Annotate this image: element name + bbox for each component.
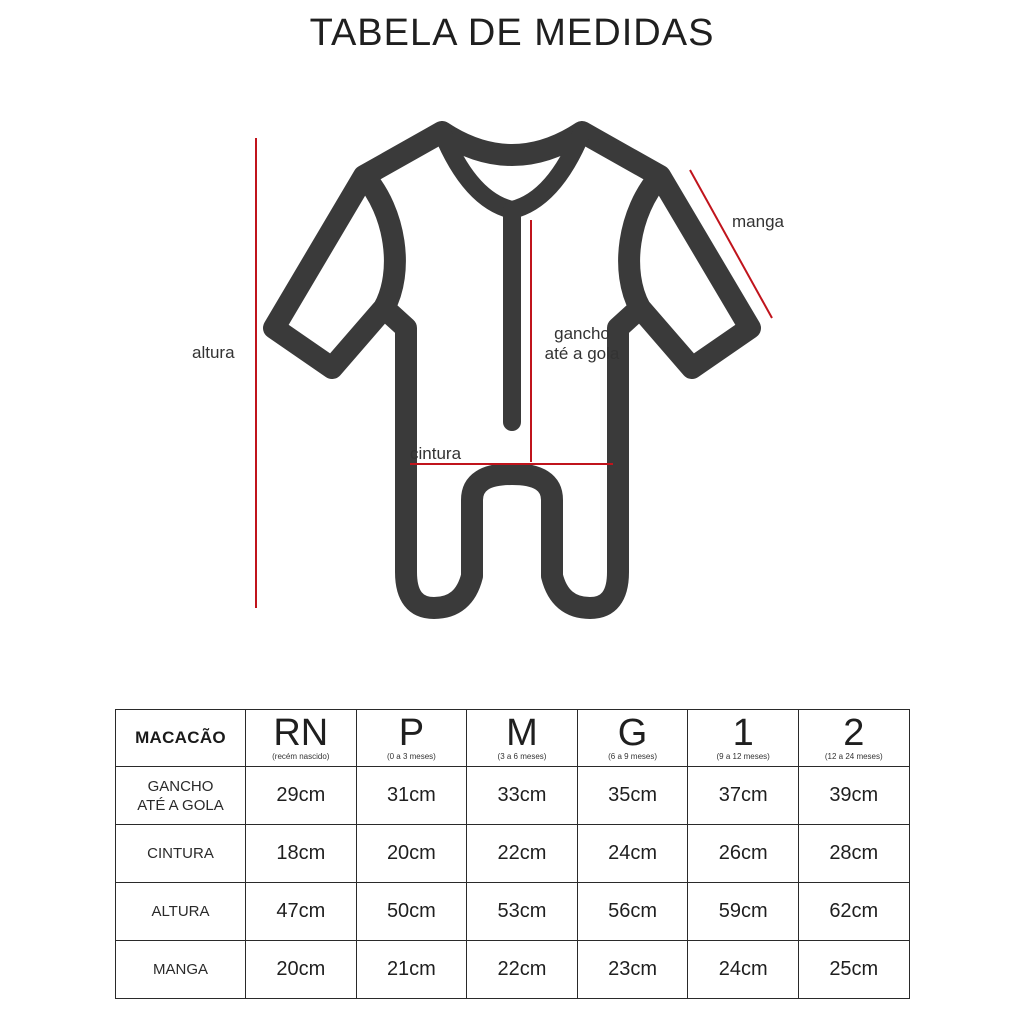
value-cell: 24cm (688, 941, 799, 999)
value-cell: 26cm (688, 825, 799, 883)
size-header-cell (798, 710, 909, 767)
row-label-line1: MANGA (152, 961, 208, 978)
value-cell: 25cm (798, 941, 909, 999)
size-code: RN (273, 711, 329, 754)
size-age: (12 a 24 meses) (824, 751, 883, 761)
value-cell: 20cm (356, 825, 467, 883)
size-header-cell (577, 710, 688, 767)
page-title: TABELA DE MEDIDAS (309, 12, 715, 54)
value-cell: 21cm (356, 941, 467, 999)
value-cell: 22cm (467, 825, 578, 883)
size-code: 2 (843, 711, 865, 754)
value-cell: 18cm (246, 825, 357, 883)
row-label (116, 825, 246, 883)
value-cell: 50cm (356, 883, 467, 941)
row-label-line1: GANCHO (147, 777, 214, 795)
row-label-line1: CINTURA (147, 845, 214, 862)
value-cell: 28cm (798, 825, 909, 883)
value-cell: 20cm (246, 941, 357, 999)
row-label-line2: ATÉ A GOLA (137, 796, 224, 814)
value-cell: 29cm (246, 767, 357, 825)
manga-label: manga (732, 212, 784, 231)
size-header-cell (356, 710, 467, 767)
table-row (116, 767, 910, 825)
value-cell: 59cm (688, 883, 799, 941)
altura-label: altura (192, 343, 235, 362)
value-cell: 31cm (356, 767, 467, 825)
table-header-row (116, 710, 910, 767)
value-cell: 24cm (577, 825, 688, 883)
value-cell: 56cm (577, 883, 688, 941)
value-cell: 53cm (467, 883, 578, 941)
size-code: M (506, 711, 538, 754)
gancho-label-line1: gancho (554, 324, 610, 343)
value-cell: 33cm (467, 767, 578, 825)
size-header-cell (246, 710, 357, 767)
size-age: (6 a 9 meses) (608, 751, 658, 761)
value-cell: 35cm (577, 767, 688, 825)
value-cell: 47cm (246, 883, 357, 941)
size-code: 1 (732, 711, 754, 754)
value-cell: 39cm (798, 767, 909, 825)
size-age: (3 a 6 meses) (497, 751, 547, 761)
size-age: (recém nascido) (272, 751, 330, 761)
table-row (116, 825, 910, 883)
value-cell: 22cm (467, 941, 578, 999)
row-label (116, 941, 246, 999)
row-label-line1: ALTURA (151, 903, 210, 920)
size-code: G (617, 711, 648, 754)
table-corner-label: MACACÃO (116, 710, 246, 767)
size-code: P (398, 711, 425, 754)
table-row (116, 941, 910, 999)
value-cell: 23cm (577, 941, 688, 999)
row-label (116, 883, 246, 941)
size-header-cell (688, 710, 799, 767)
gancho-label (538, 324, 626, 364)
size-age: (0 a 3 meses) (386, 751, 436, 761)
value-cell: 62cm (798, 883, 909, 941)
table-row (116, 883, 910, 941)
cintura-label: cintura (410, 444, 462, 463)
value-cell: 37cm (688, 767, 799, 825)
size-age: (9 a 12 meses) (716, 751, 770, 761)
size-table (115, 709, 910, 999)
gancho-label-line2: até a gola (544, 344, 620, 363)
size-header-cell (467, 710, 578, 767)
row-label (116, 767, 246, 825)
